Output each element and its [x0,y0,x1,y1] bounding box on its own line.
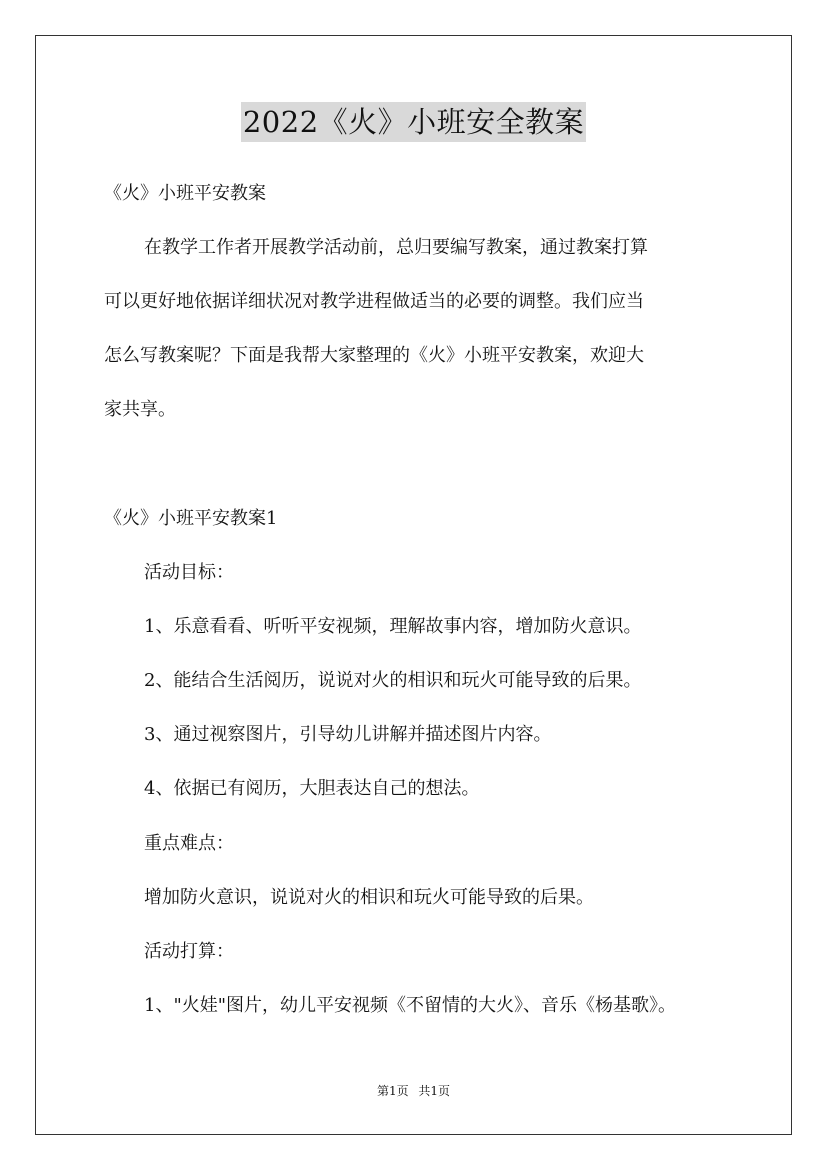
intro-line-1: 在教学工作者开展教学活动前，总归要编写教案，通过教案打算 [144,237,648,258]
intro-line-3: 怎么写教案呢？下面是我帮大家整理的《火》小班平安教案，欢迎大 [104,345,644,366]
key-points-heading: 重点难点： [144,833,234,854]
goal-item-2: 2、能结合生活阅历，说说对火的相识和玩火可能导致的后果。 [144,670,642,691]
intro-line-2: 可以更好地依据详细状况对教学进程做适当的必要的调整。我们应当 [104,291,644,312]
title-container [0,102,827,142]
page-footer [0,1083,827,1099]
preparation-item-1: 1、"火娃"图片，幼儿平安视频《不留情的大火》、音乐《杨基歌》。 [144,995,677,1016]
key-points-text: 增加防火意识，说说对火的相识和玩火可能导致的后果。 [144,887,594,908]
goal-item-3: 3、通过视察图片，引导幼儿讲解并描述图片内容。 [144,724,552,745]
intro-line-4: 家共享。 [104,399,176,420]
page-number: 第1页 [376,1084,409,1098]
goals-heading: 活动目标： [144,562,234,583]
preparation-heading: 活动打算： [144,941,234,962]
document-subtitle: 《火》小班平安教案 [104,183,266,204]
document-title: 2022《火》小班安全教案 [241,102,586,142]
goal-item-1: 1、乐意看看、听听平安视频，理解故事内容，增加防火意识。 [144,616,642,637]
section-heading: 《火》小班平安教案1 [104,508,278,529]
goal-item-4: 4、依据已有阅历，大胆表达自己的想法。 [144,778,480,799]
page-total: 共1页 [418,1084,451,1098]
